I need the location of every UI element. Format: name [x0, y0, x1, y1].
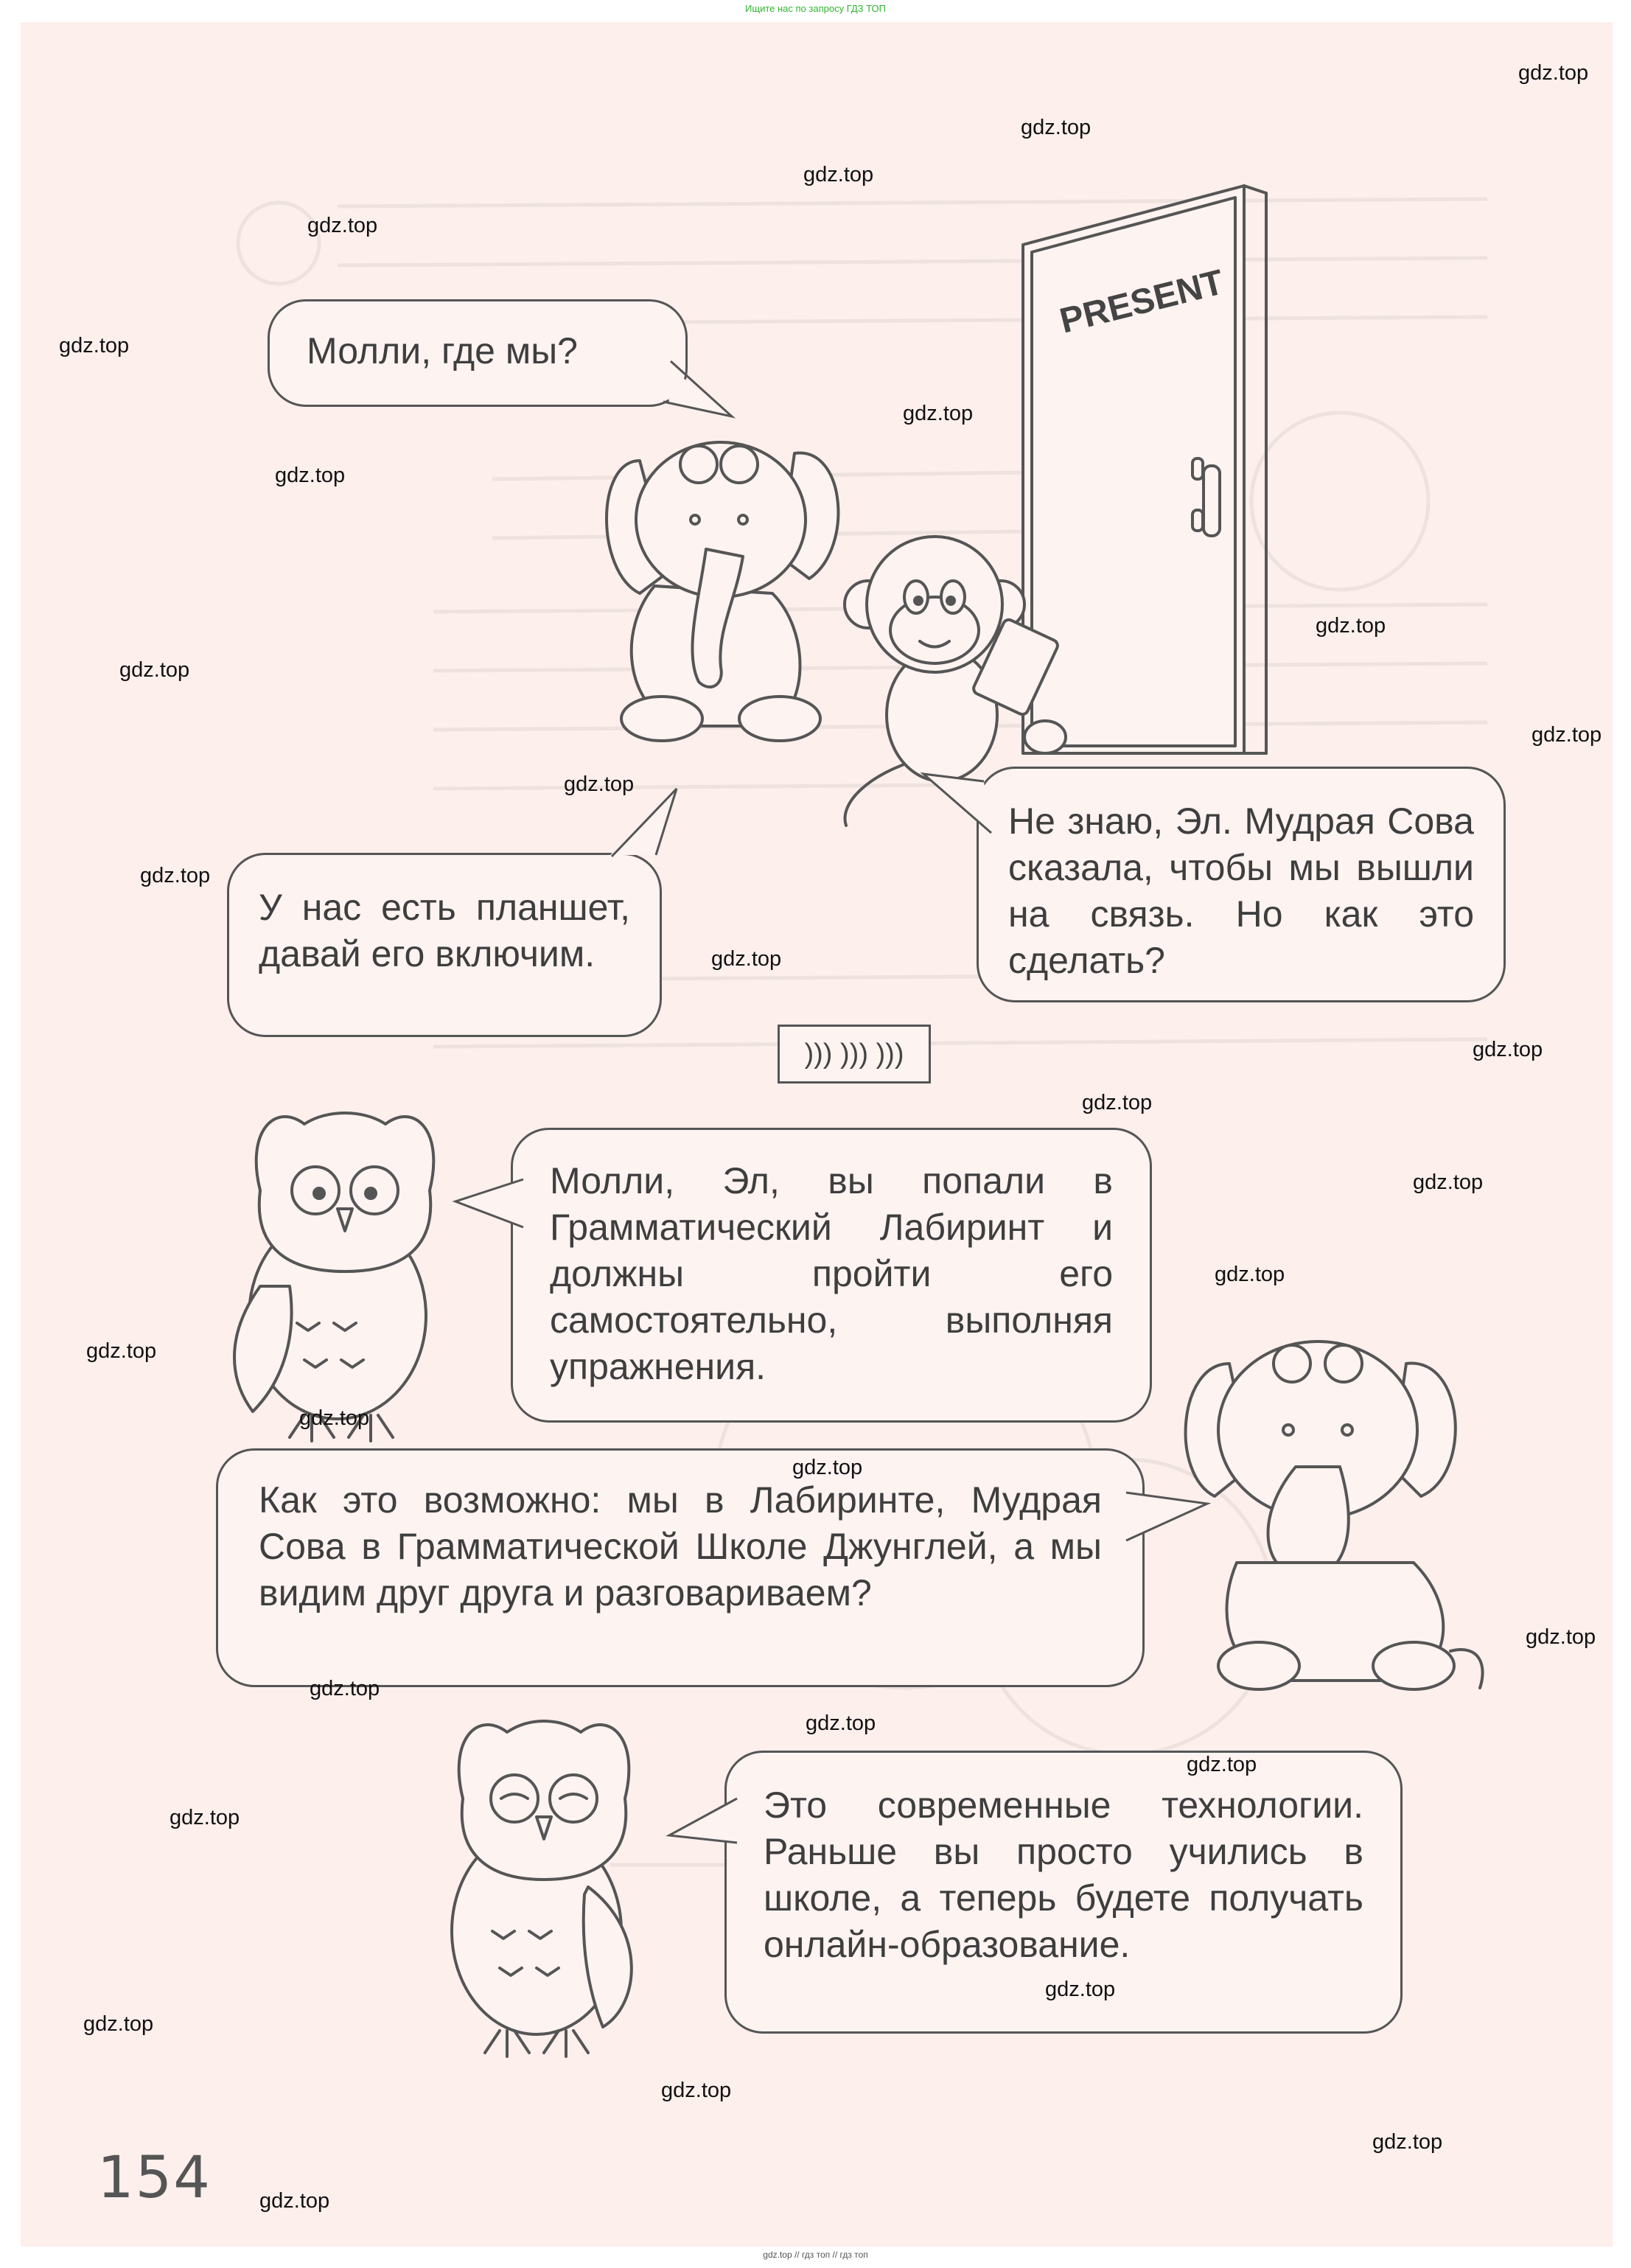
- watermark: gdz.top: [1473, 1038, 1543, 1061]
- speech-bubble-3: [227, 853, 662, 1037]
- speech-bubble-4: [511, 1128, 1152, 1423]
- dialogue-line: У нас есть планшет, давай его включим.: [259, 887, 630, 974]
- watermark: gdz.top: [307, 214, 378, 237]
- speech-bubble-tail: [923, 767, 1005, 848]
- watermark: gdz.top: [792, 1456, 863, 1479]
- watermark: gdz.top: [275, 464, 346, 487]
- watermark: gdz.top: [1532, 723, 1602, 747]
- watermark: gdz.top: [259, 2189, 330, 2213]
- watermark: gdz.top: [140, 864, 211, 887]
- watermark: gdz.top: [310, 1677, 380, 1700]
- watermark: gdz.top: [1413, 1170, 1484, 1194]
- speech-bubble-tail: [1126, 1478, 1215, 1552]
- watermark: gdz.top: [1045, 1978, 1116, 2001]
- watermark: gdz.top: [86, 1339, 157, 1363]
- watermark: gdz.top: [119, 658, 190, 682]
- door-sign: PRESENT: [1055, 262, 1228, 341]
- watermark: gdz.top: [903, 402, 974, 425]
- dialogue-line: Молли, Эл, вы попали в Грамматический Лабиринт и должны пройти его самостоятельно, выполняя упражнения.: [550, 1160, 1113, 1387]
- speech-bubble-5: [216, 1448, 1145, 1687]
- watermark: gdz.top: [711, 947, 782, 971]
- sound-effect: ))) ))) ))): [778, 1025, 931, 1084]
- watermark: gdz.top: [806, 1712, 876, 1735]
- watermark: gdz.top: [803, 163, 874, 186]
- watermark: gdz.top: [1215, 1263, 1285, 1286]
- watermark: gdz.top: [170, 1806, 240, 1829]
- dialogue-line: Как это возможно: мы в Лабиринте, Мудрая Сова в Грамматической Школе Джунглей, а мы видим друг друга и разговариваем?: [259, 1479, 1102, 1613]
- dialogue-line: Молли, где мы?: [307, 330, 578, 371]
- watermark: gdz.top: [1021, 116, 1092, 139]
- speech-bubble-tail: [669, 1791, 750, 1865]
- speech-bubble-tail: [662, 346, 750, 428]
- watermark: gdz.top: [1518, 61, 1589, 85]
- speech-bubble-tail: [603, 789, 691, 884]
- header-link[interactable]: Ищите нас по запросу ГДЗ ТОП: [745, 3, 886, 14]
- elephant-illustration: [1170, 1319, 1509, 1703]
- workbook-page: [21, 22, 1613, 2247]
- dialogue-line: Не знаю, Эл. Мудрая Сова сказала, чтобы мы вышли на связь. Но как это сделать?: [1008, 800, 1474, 981]
- speech-bubble-2: [977, 767, 1506, 1002]
- page-number: 154: [97, 2145, 212, 2211]
- watermark: gdz.top: [59, 334, 130, 357]
- watermark: gdz.top: [1082, 1091, 1153, 1114]
- watermark: gdz.top: [1316, 614, 1386, 638]
- watermark: gdz.top: [1187, 1753, 1257, 1776]
- watermark: gdz.top: [1526, 1625, 1596, 1649]
- dialogue-line: Это современные технологии. Раньше вы просто учились в школе, а теперь будете получать онлайн-образование.: [764, 1784, 1363, 1965]
- footer-link[interactable]: gdz.top // гдз топ // гдз топ: [763, 2250, 868, 2260]
- speech-bubble-tail: [455, 1172, 537, 1246]
- watermark: gdz.top: [564, 772, 635, 796]
- owl-illustration: [419, 1710, 662, 2064]
- owl-illustration: [216, 1102, 474, 1448]
- watermark: gdz.top: [1372, 2130, 1443, 2154]
- speech-bubble-1: [268, 299, 688, 407]
- watermark: gdz.top: [299, 1406, 370, 1430]
- watermark: gdz.top: [661, 2079, 732, 2102]
- watermark: gdz.top: [83, 2012, 154, 2036]
